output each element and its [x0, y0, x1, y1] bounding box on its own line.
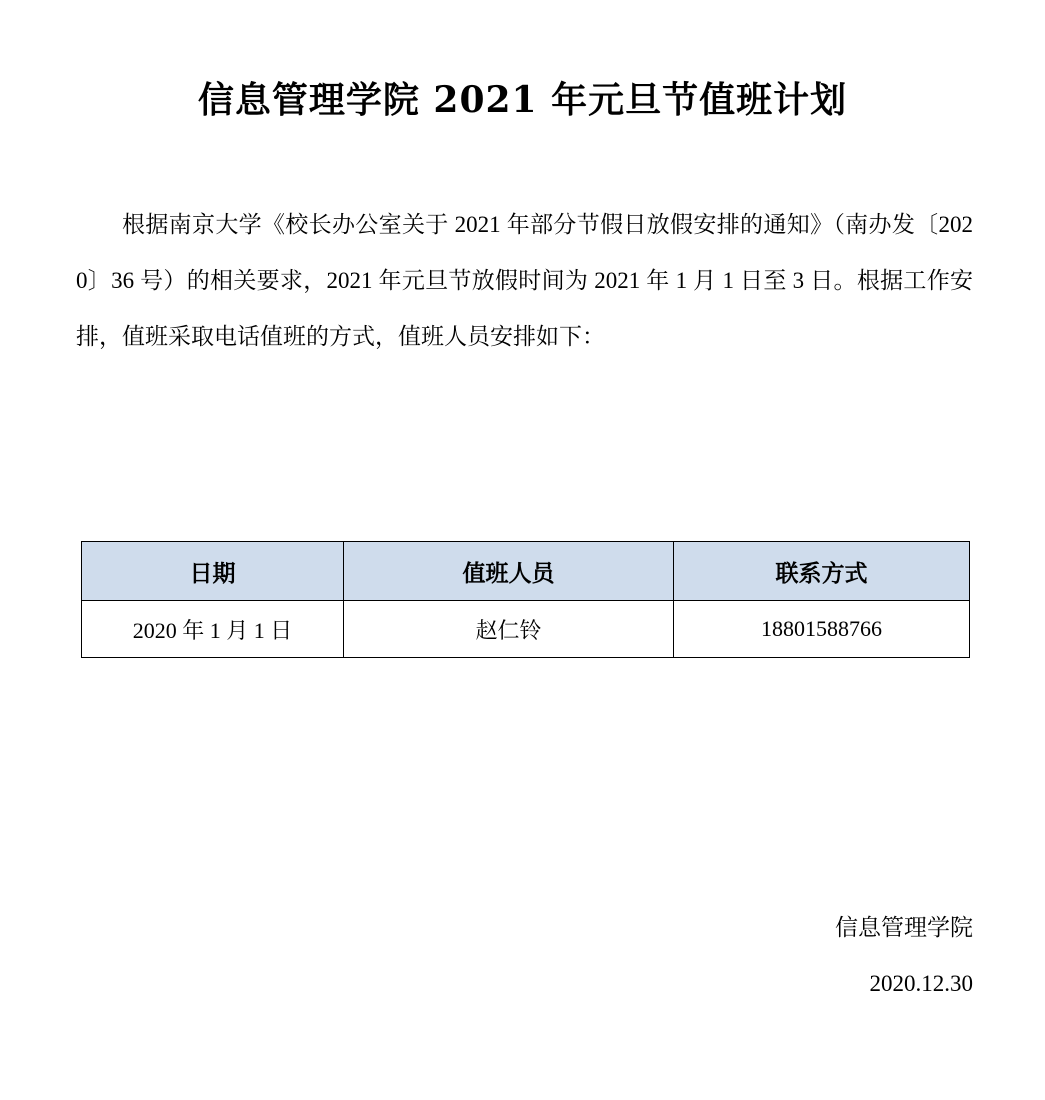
page-title: 信息管理学院 2021 年元旦节值班计划 [197, 79, 848, 121]
table-header-row [82, 542, 970, 601]
cell-date: 2020 年 1 月 1 日 [82, 601, 344, 658]
table-row [82, 601, 970, 658]
signature-date: 2020.12.30 [869, 971, 973, 996]
signature-org: 信息管理学院 [835, 915, 973, 940]
cell-person: 赵仁铃 [344, 601, 674, 658]
signature-block [835, 900, 973, 1012]
column-header-date: 日期 [82, 542, 344, 601]
cell-contact: 18801588766 [674, 601, 970, 658]
column-header-person: 值班人员 [344, 542, 674, 601]
duty-table-container [60, 365, 985, 658]
column-header-contact: 联系方式 [674, 542, 970, 601]
duty-table [81, 541, 970, 658]
body-paragraph: 根据南京大学《校长办公室关于 2021 年部分节假日放假安排的通知》（南办发〔2020〕36 号）的相关要求，2021 年元旦节放假时间为 2021 年 1 月 1 日至 3 日。根据工作安排，值班采取电话值班的方式，值班人员安排如下： [76, 212, 973, 349]
